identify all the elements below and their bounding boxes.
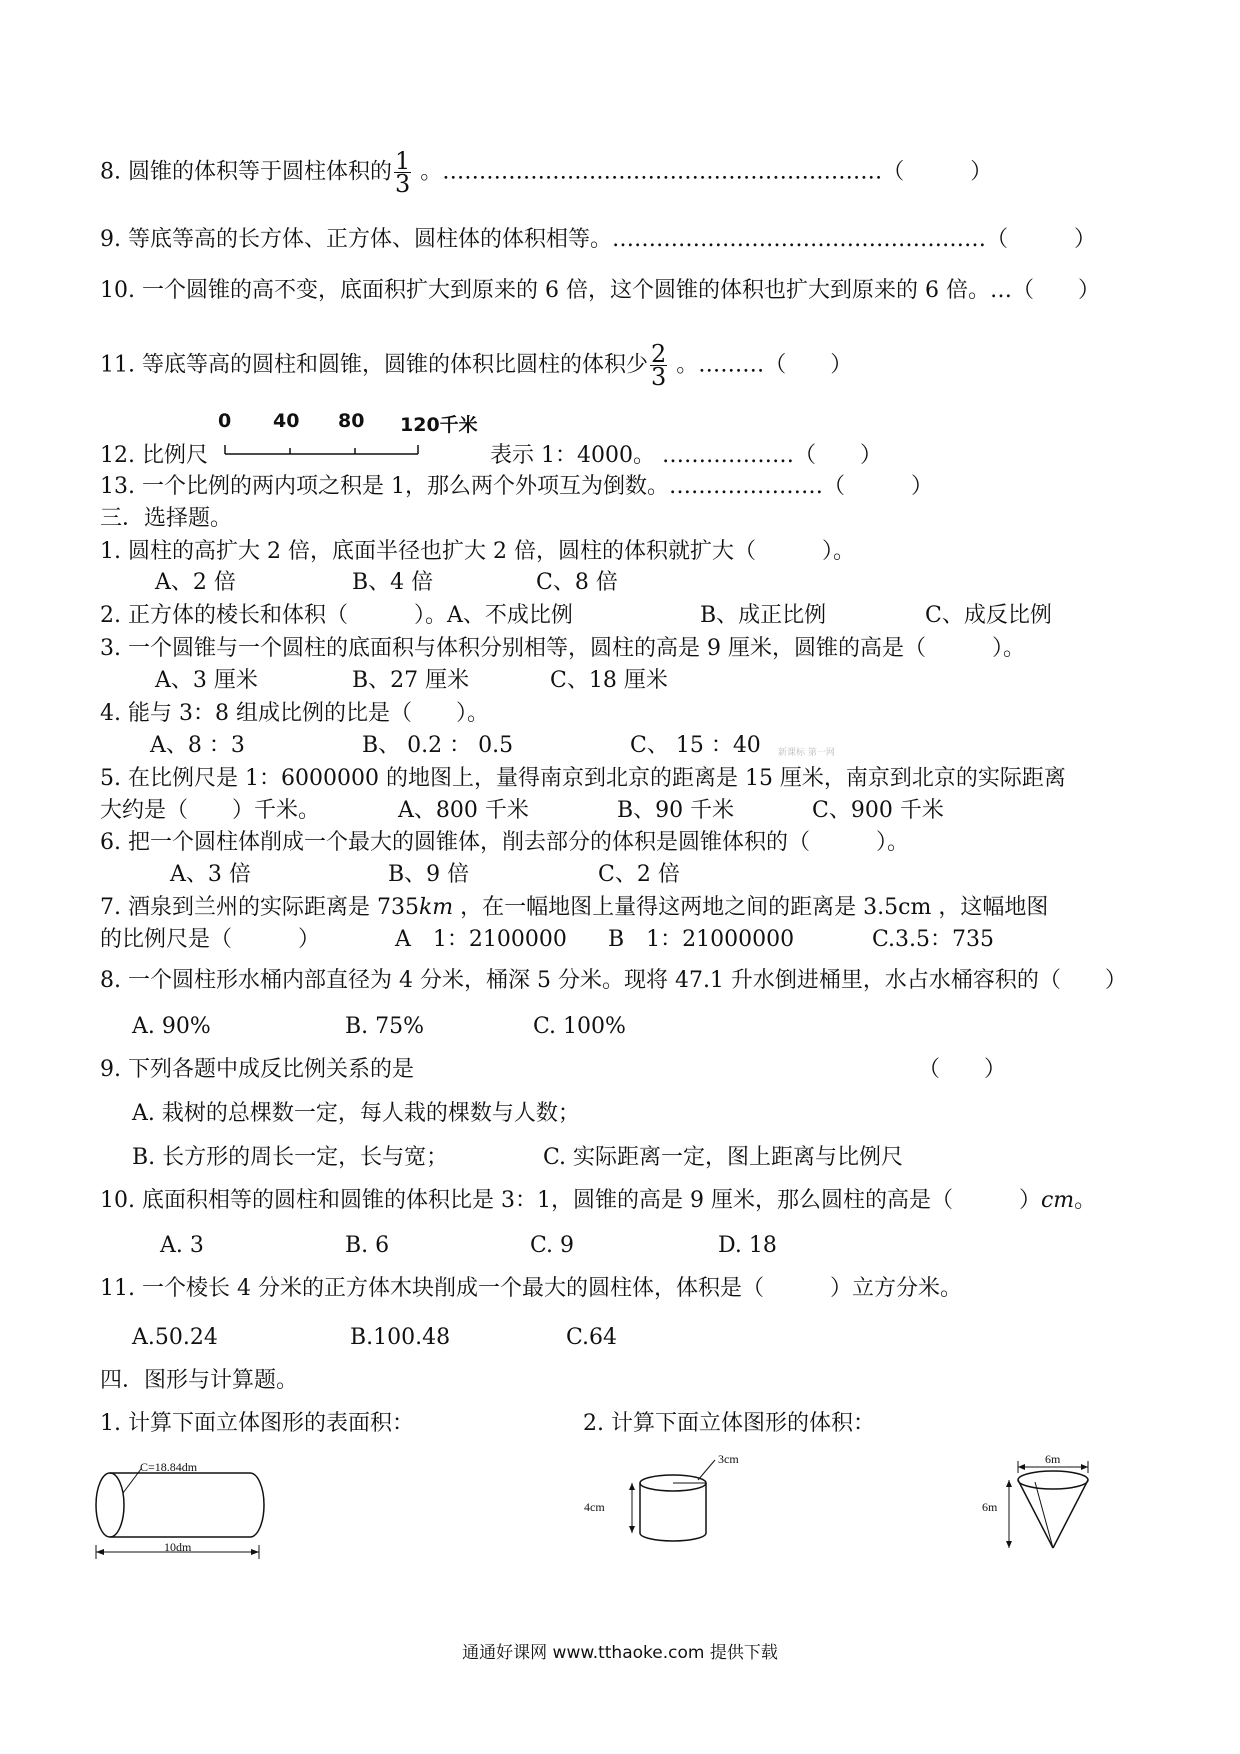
choice-q3-option-b: B、27 厘米 (352, 668, 470, 693)
choice-q2-option-c: C、成反比例 (925, 603, 1052, 628)
choice-q1-option-c: C、8 倍 (536, 570, 618, 595)
choice-q6-option-a: A、3 倍 (170, 862, 251, 887)
choice-q5: 5. 在比例尺是 1：6000000 的地图上，量得南京到北京的距离是 15 厘米，南京到北京的实际距离 (100, 766, 1066, 791)
choice-q7-option-a: A 1：2100000 (395, 927, 567, 952)
choice-q3-option-a: A、3 厘米 (155, 668, 258, 693)
page-footer: 通通好课网 www.tthaoke.com 提供下载 (462, 1643, 778, 1663)
choice-q10: 10. 底面积相等的圆柱和圆锥的体积比是 3：1，圆锥的高是 9 厘米，那么圆柱的高是（ ）cm。 (100, 1188, 1097, 1213)
choice-q2: 2. 正方体的棱长和体积（ ）。A、不成比例 (100, 603, 573, 628)
choice-q4-option-c: C、 15 ：40 (630, 733, 761, 758)
choice-q11: 11. 一个棱长 4 分米的正方体木块削成一个最大的圆柱体，体积是（ ）立方分米。 (100, 1276, 962, 1301)
choice-q4-option-b: B、 0.2 ： 0.5 (362, 733, 514, 758)
fig1-length-label: 10dm (164, 1540, 192, 1554)
choice-q10-option-d: D. 18 (718, 1233, 777, 1258)
choice-q1-option-a: A、2 倍 (155, 570, 236, 595)
choice-q10-option-b: B. 6 (345, 1233, 390, 1258)
judge-q12-label: 12. 比例尺 (100, 443, 208, 468)
choice-q7-option-c: C.3.5：735 (872, 927, 995, 952)
unit-cm: cm (1040, 1188, 1075, 1213)
choice-q4: 4. 能与 3：8 组成比例的比是（ ）。 (100, 701, 489, 726)
judge-q9: 9. 等底等高的长方体、正方体、圆柱体的体积相等。……………………………………………（ ） (100, 227, 1096, 252)
choice-q7-line2: 的比例尺是（ ） (100, 927, 321, 952)
choice-q8-option-b: B. 75% (345, 1014, 425, 1039)
choice-q5-option-c: C、900 千米 (812, 798, 944, 823)
choice-q8-option-a: A. 90% (132, 1014, 211, 1039)
section3-title: 三．选择题。 (100, 506, 233, 531)
choice-q5-option-b: B、90 千米 (617, 798, 735, 823)
choice-q5-option-a: A、800 千米 (398, 798, 529, 823)
section4-title: 四．图形与计算题。 (100, 1368, 299, 1393)
choice-q10-option-c: C. 9 (530, 1233, 575, 1258)
judge-q13: 13. 一个比例的两内项之积是 1，那么两个外项互为倒数。…………………（ ） (100, 474, 933, 499)
choice-q3: 3. 一个圆锥与一个圆柱的底面积与体积分别相等，圆柱的高是 9 厘米，圆锥的高是（ ）。 (100, 636, 1025, 661)
judge-q12-tail: 表示 1：4000。 ………………（ ） (490, 443, 882, 468)
fig2-height-label: 4cm (584, 1500, 605, 1514)
fig3-diameter-label: 6m (1045, 1452, 1061, 1466)
choice-q9-paren: （ ） (918, 1057, 1007, 1082)
choice-q8: 8. 一个圆柱形水桶内部直径为 4 分米，桶深 5 分米。现将 47.1 升水倒进桶里，水占水桶容积的（ ） (100, 968, 1127, 993)
choice-q6-option-b: B、9 倍 (388, 862, 470, 887)
choice-q11-option-c: C.64 (566, 1325, 618, 1350)
scale-tick-0: 0 (218, 410, 232, 432)
choice-q5-line2: 大约是（ ）千米。 (100, 798, 321, 823)
watermark-text: 新课标 第一网 (778, 748, 835, 758)
choice-q1-option-b: B、4 倍 (352, 570, 434, 595)
choice-q9-option-c: C. 实际距离一定，图上距离与比例尺 (543, 1145, 904, 1170)
calc-q2: 2. 计算下面立体图形的体积： (583, 1411, 875, 1436)
fraction-two-thirds: $\frac{2}{3}$ (650, 340, 667, 391)
choice-q9: 9. 下列各题中成反比例关系的是 (100, 1057, 414, 1082)
choice-q6-option-c: C、2 倍 (598, 862, 680, 887)
cone-inverted-figure (1005, 1455, 1125, 1575)
scale-tick-80: 80 (338, 410, 365, 432)
choice-q9-option-b: B. 长方形的周长一定，长与宽； (132, 1145, 449, 1170)
fig2-radius-label: 3cm (718, 1452, 739, 1466)
choice-q1: 1. 圆柱的高扩大 2 倍，底面半径也扩大 2 倍，圆柱的体积就扩大（ ）。 (100, 539, 855, 564)
fraction-one-third: $\frac{1}{3}$ (394, 147, 411, 198)
choice-q9-option-a: A. 栽树的总棵数一定，每人栽的棵数与人数； (132, 1101, 580, 1126)
choice-q4-option-a: A、8 ：3 (150, 733, 245, 758)
choice-q7-option-b: B 1：21000000 (608, 927, 795, 952)
judge-q10: 10. 一个圆锥的高不变，底面积扩大到原来的 6 倍，这个圆锥的体积也扩大到原来的 6 倍。…（ ） (100, 278, 1100, 303)
scale-bar-graphic (220, 440, 420, 460)
judge-q11: 11. 等底等高的圆柱和圆锥，圆锥的体积比圆柱的体积少 $\frac{2}{3}$ 。………（ ） (100, 340, 853, 391)
choice-q6: 6. 把一个圆柱体削成一个最大的圆锥体，削去部分的体积是圆锥体积的（ ）。 (100, 830, 909, 855)
fig3-height-label: 6m (982, 1500, 998, 1514)
choice-q8-option-c: C. 100% (533, 1014, 626, 1039)
choice-q2-option-b: B、成正比例 (700, 603, 827, 628)
choice-q7: 7. 酒泉到兰州的实际距离是 735km ，在一幅地图上量得这两地之间的距离是 3.5cm ，这幅地图 (100, 895, 1049, 920)
cylinder-upright-figure (600, 1455, 740, 1565)
scale-tick-120: 120千米 (400, 414, 478, 436)
choice-q11-option-b: B.100.48 (350, 1325, 451, 1350)
choice-q10-option-a: A. 3 (160, 1233, 204, 1258)
choice-q3-option-c: C、18 厘米 (550, 668, 668, 693)
unit-km: km (418, 895, 454, 920)
fig1-circumference-label: C=18.84dm (140, 1460, 198, 1474)
judge-q8: 8. 圆锥的体积等于圆柱体积的 $\frac{1}{3}$ 。……………………………………………………（ ） (100, 147, 993, 198)
scale-tick-40: 40 (273, 410, 300, 432)
choice-q11-option-a: A.50.24 (132, 1325, 218, 1350)
calc-q1: 1. 计算下面立体图形的表面积： (100, 1411, 414, 1436)
